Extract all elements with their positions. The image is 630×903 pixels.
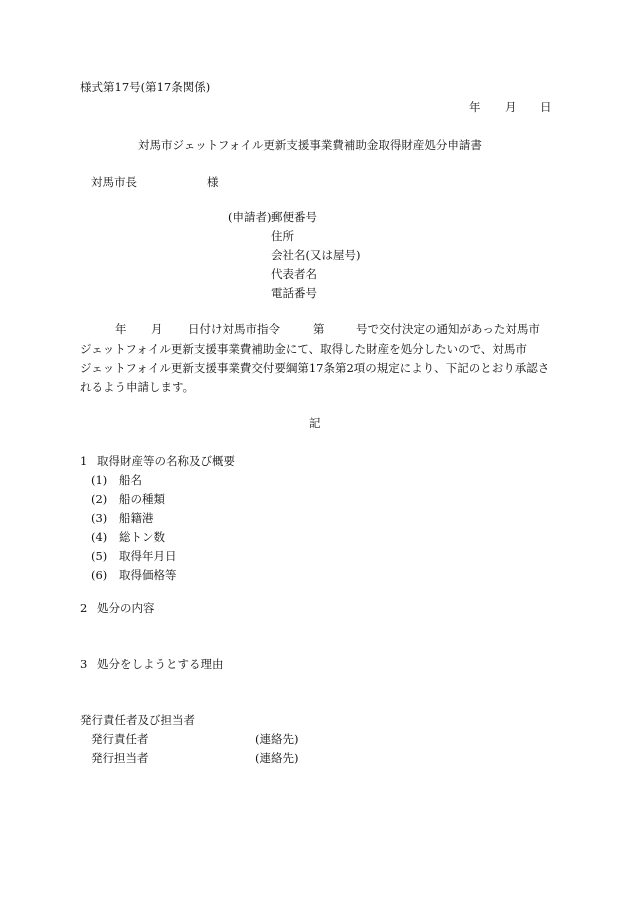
applicant-field-company: 会社名(又は屋号)	[271, 248, 361, 262]
ki-heading: 記	[309, 416, 321, 430]
list-item	[91, 513, 154, 525]
body-line-3: ジェットフォイル更新支援事業費交付要綱第17条第2項の規定により、下記のとおり承認さ	[80, 361, 550, 375]
applicant-field-phone: 電話番号	[271, 286, 317, 300]
section-3-heading: 処分をしようとする理由	[97, 657, 224, 671]
section-1-heading: 取得財産等の名称及び概要	[97, 454, 235, 468]
addressee-honorific: 様	[207, 175, 219, 189]
body-day-text: 日付け対馬市指令	[188, 322, 280, 336]
item-number: (4)	[91, 530, 108, 544]
list-item	[91, 475, 142, 487]
list-item	[91, 551, 177, 563]
section-3-number: 3	[80, 657, 88, 671]
item-label: 総トン数	[119, 530, 165, 544]
body-line-2: ジェットフォイル更新支援事業費補助金にて、取得した財産を処分したいので、対馬市	[80, 342, 527, 356]
date-month-label: 月	[505, 100, 517, 114]
body-rest: 号で交付決定の通知があった対馬市	[356, 322, 540, 336]
body-month: 月	[151, 322, 163, 336]
issuer-heading: 発行責任者及び担当者	[80, 713, 195, 727]
issuer-staff-label: 発行担当者	[91, 751, 149, 765]
list-item	[91, 494, 165, 506]
list-item	[91, 570, 177, 582]
issuer-responsible-contact: (連絡先)	[255, 732, 299, 746]
item-label: 船の種類	[119, 492, 165, 506]
body-dai: 第	[313, 322, 325, 336]
applicant-field-address: 住所	[271, 229, 294, 243]
item-label: 取得年月日	[119, 549, 177, 563]
date-day-label: 日	[540, 100, 552, 114]
addressee-name: 対馬市長	[91, 175, 137, 189]
section-2-number: 2	[80, 601, 88, 615]
item-number: (3)	[91, 511, 108, 525]
section-1-heading-row	[80, 456, 235, 468]
section-2-heading-row	[80, 603, 155, 615]
item-number: (6)	[91, 568, 108, 582]
item-number: (2)	[91, 492, 108, 506]
section-3-heading-row	[80, 659, 224, 671]
document-title: 対馬市ジェットフォイル更新支援事業費補助金取得財産処分申請書	[138, 138, 482, 152]
body-paragraph	[80, 321, 550, 397]
item-label: 船籍港	[119, 511, 154, 525]
body-year: 年	[115, 322, 127, 336]
section-2-heading: 処分の内容	[97, 601, 155, 615]
item-number: (1)	[91, 473, 108, 487]
item-label: 取得価格等	[119, 568, 177, 582]
body-line-4: れるよう申請します。	[80, 380, 195, 394]
date-year-label: 年	[469, 100, 481, 114]
applicant-field-postal: 郵便番号	[271, 210, 317, 224]
issuer-responsible-label: 発行責任者	[91, 732, 149, 746]
body-line-1	[80, 321, 550, 340]
section-1-number: 1	[80, 454, 88, 468]
list-item	[91, 532, 165, 544]
applicant-label: (申請者)	[228, 210, 272, 224]
applicant-field-representative: 代表者名	[271, 267, 317, 281]
form-number: 様式第17号(第17条関係)	[80, 80, 211, 94]
item-label: 船名	[119, 473, 142, 487]
issuer-staff-contact: (連絡先)	[255, 751, 299, 765]
item-number: (5)	[91, 549, 108, 563]
